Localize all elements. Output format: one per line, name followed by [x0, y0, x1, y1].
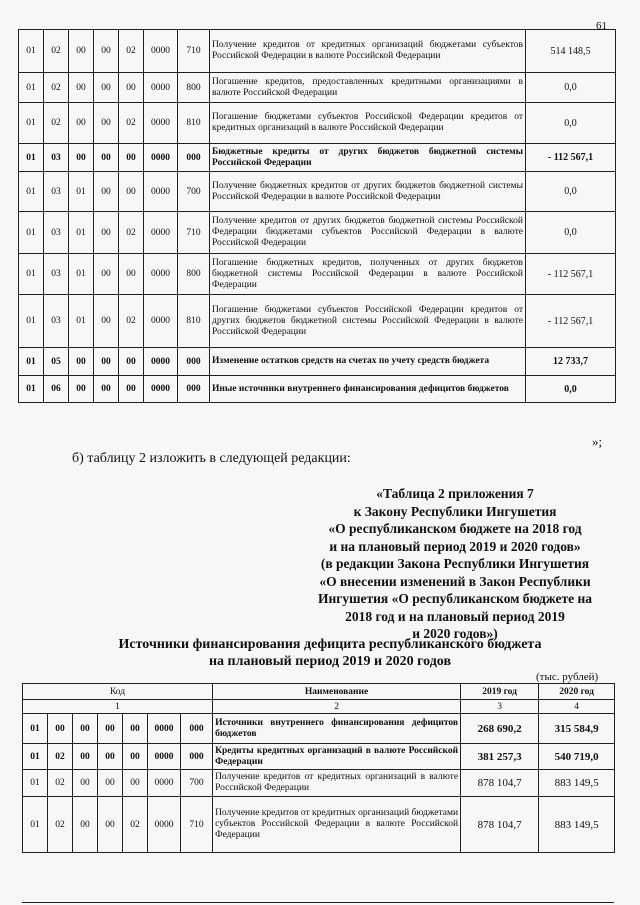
- code-cell: 00: [69, 376, 94, 403]
- code-cell: 00: [119, 144, 144, 172]
- value-cell: - 112 567,1: [526, 254, 616, 295]
- code-cell: 03: [44, 144, 69, 172]
- table-row: [19, 254, 616, 295]
- code-cell: 0000: [144, 348, 178, 376]
- code-cell: 00: [123, 770, 148, 797]
- value-2019-cell: 878 104,7: [461, 770, 539, 797]
- code-cell: 01: [69, 254, 94, 295]
- code-cell: 00: [123, 714, 148, 744]
- table-row: [23, 744, 615, 770]
- code-cell: 0000: [144, 295, 178, 348]
- name-cell: Изменение остатков средств на счетах по учету средств бюджета: [210, 348, 526, 376]
- code-cell: 810: [178, 295, 210, 348]
- code-cell: 00: [94, 144, 119, 172]
- table-row: [19, 376, 616, 403]
- code-cell: 0000: [148, 797, 181, 853]
- name-cell: Получение бюджетных кредитов от других бюджетов бюджетной системы Российской Федерации в валюте Российской Федерации: [210, 172, 526, 212]
- code-cell: 06: [44, 376, 69, 403]
- table-row: [19, 30, 616, 73]
- heading-line: «О внесении изменений в Закон Республики: [319, 573, 591, 589]
- code-cell: 01: [19, 254, 44, 295]
- heading-line: и 2020 годов»): [412, 626, 498, 641]
- name-cell: Иные источники внутреннего финансирования дефицитов бюджетов: [210, 376, 526, 403]
- code-cell: 00: [69, 103, 94, 144]
- value-2020-cell: 883 149,5: [539, 770, 615, 797]
- code-cell: 00: [119, 254, 144, 295]
- header-name: Наименование: [213, 684, 461, 700]
- code-cell: 000: [178, 144, 210, 172]
- code-cell: 00: [123, 744, 148, 770]
- code-cell: 01: [69, 295, 94, 348]
- header-row: [23, 684, 615, 700]
- code-cell: 03: [44, 172, 69, 212]
- table-title-line: Источники финансирования дефицита республиканского бюджета: [118, 637, 542, 652]
- code-cell: 000: [178, 376, 210, 403]
- name-cell: Получение кредитов от кредитных организаций бюджетами субъектов Российской Федерации в валюте Российской Федерации: [213, 797, 461, 853]
- code-cell: 0000: [148, 744, 181, 770]
- code-cell: 01: [23, 797, 48, 853]
- code-cell: 03: [44, 295, 69, 348]
- code-cell: 01: [19, 376, 44, 403]
- table-row: [19, 103, 616, 144]
- code-cell: 810: [178, 103, 210, 144]
- code-cell: 01: [19, 73, 44, 103]
- code-cell: 00: [119, 172, 144, 212]
- value-2019-cell: 381 257,3: [461, 744, 539, 770]
- value-cell: 12 733,7: [526, 348, 616, 376]
- code-cell: 00: [94, 376, 119, 403]
- amendment-paragraph: б) таблицу 2 изложить в следующей редакции:: [72, 451, 351, 466]
- code-cell: 01: [19, 30, 44, 73]
- code-cell: 02: [44, 30, 69, 73]
- code-cell: 0000: [144, 103, 178, 144]
- code-cell: 02: [119, 212, 144, 254]
- code-cell: 01: [69, 172, 94, 212]
- value-cell: 0,0: [526, 73, 616, 103]
- heading-line: и на плановый период 2019 и 2020 годов»: [329, 538, 581, 554]
- code-cell: 710: [178, 212, 210, 254]
- code-cell: 00: [73, 797, 98, 853]
- table-title: [60, 636, 600, 670]
- code-cell: 0000: [144, 254, 178, 295]
- code-cell: 01: [19, 212, 44, 254]
- name-cell: Получение кредитов от кредитных организаций бюджетами субъектов Российской Федерации в валюте Российской Федерации: [210, 30, 526, 73]
- code-cell: 00: [94, 212, 119, 254]
- code-cell: 00: [94, 348, 119, 376]
- code-cell: 00: [94, 73, 119, 103]
- code-cell: 00: [69, 348, 94, 376]
- column-number: 2: [213, 700, 461, 714]
- code-cell: 0000: [148, 714, 181, 744]
- value-cell: 0,0: [526, 103, 616, 144]
- name-cell: Получение кредитов от кредитных организаций в валюте Российской Федерации: [213, 770, 461, 797]
- code-cell: 00: [98, 797, 123, 853]
- code-cell: 0000: [144, 212, 178, 254]
- name-cell: Погашение бюджетами субъектов Российской Федерации кредитов от кредитных организаций в валюте Российской Федерации: [210, 103, 526, 144]
- heading-line: Ингушетия «О республиканском бюджете на: [317, 591, 593, 606]
- code-cell: 00: [69, 73, 94, 103]
- code-cell: 01: [19, 348, 44, 376]
- unit-label: (тыс. рублей): [536, 671, 599, 683]
- code-cell: 0000: [148, 770, 181, 797]
- code-cell: 00: [73, 744, 98, 770]
- code-cell: 02: [119, 30, 144, 73]
- heading-line: к Закону Республики Ингушетия: [353, 503, 557, 519]
- code-cell: 00: [94, 103, 119, 144]
- value-2020-cell: 883 149,5: [539, 797, 615, 853]
- page-edge-line: [22, 902, 614, 903]
- code-cell: 02: [48, 797, 73, 853]
- code-cell: 800: [178, 254, 210, 295]
- code-cell: 05: [44, 348, 69, 376]
- code-cell: 01: [23, 744, 48, 770]
- sources-table-continued: [18, 29, 616, 403]
- code-cell: 02: [44, 103, 69, 144]
- table-row: [19, 295, 616, 348]
- code-cell: 0000: [144, 172, 178, 212]
- code-cell: 00: [94, 172, 119, 212]
- code-cell: 02: [119, 103, 144, 144]
- value-2020-cell: 315 584,9: [539, 714, 615, 744]
- closing-quote: »;: [592, 434, 603, 449]
- code-cell: 00: [94, 254, 119, 295]
- code-cell: 01: [19, 144, 44, 172]
- code-cell: 00: [119, 348, 144, 376]
- value-cell: - 112 567,1: [526, 144, 616, 172]
- code-cell: 01: [23, 770, 48, 797]
- code-cell: 02: [44, 73, 69, 103]
- code-cell: 000: [178, 348, 210, 376]
- table-2-heading: [290, 485, 620, 643]
- value-cell: 0,0: [526, 212, 616, 254]
- table-row: [19, 212, 616, 254]
- code-cell: 00: [69, 30, 94, 73]
- column-number: 1: [23, 700, 213, 714]
- name-cell: Кредиты кредитных организаций в валюте Российской Федерации: [213, 744, 461, 770]
- code-cell: 00: [48, 714, 73, 744]
- code-cell: 00: [119, 73, 144, 103]
- code-cell: 0000: [144, 73, 178, 103]
- code-cell: 00: [94, 30, 119, 73]
- name-cell: Погашение бюджетных кредитов, полученных от других бюджетов бюджетной системы Российской Федерации в валюте Российской Федерации: [210, 254, 526, 295]
- value-cell: 0,0: [526, 376, 616, 403]
- heading-line: (в редакции Закона Республики Ингушетия: [320, 556, 590, 571]
- code-cell: 00: [119, 376, 144, 403]
- code-cell: 01: [19, 172, 44, 212]
- table-title-line: на плановый период 2019 и 2020 годов: [208, 654, 452, 669]
- value-cell: 514 148,5: [526, 30, 616, 73]
- header-2020: 2020 год: [539, 684, 615, 700]
- code-cell: 01: [19, 295, 44, 348]
- sources-table-2019-2020: [22, 683, 615, 853]
- value-2019-cell: 268 690,2: [461, 714, 539, 744]
- code-cell: 800: [178, 73, 210, 103]
- name-cell: Получение кредитов от других бюджетов бюджетной системы Российской Федерации бюджетами субъектов Российской Федерации в валюте Российской Федерации: [210, 212, 526, 254]
- heading-line: «О республиканском бюджете на 2018 год: [328, 521, 582, 536]
- name-cell: Источники внутреннего финансирования дефицитов бюджетов: [213, 714, 461, 744]
- code-cell: 710: [178, 30, 210, 73]
- code-cell: 02: [123, 797, 148, 853]
- code-cell: 00: [98, 714, 123, 744]
- code-cell: 02: [48, 744, 73, 770]
- table-row: [19, 144, 616, 172]
- code-cell: 00: [94, 295, 119, 348]
- table-row: [19, 73, 616, 103]
- code-cell: 700: [178, 172, 210, 212]
- table-row: [19, 172, 616, 212]
- table-row: [23, 797, 615, 853]
- value-cell: - 112 567,1: [526, 295, 616, 348]
- code-cell: 00: [98, 770, 123, 797]
- code-cell: 700: [181, 770, 213, 797]
- code-cell: 000: [181, 714, 213, 744]
- column-number: 4: [539, 700, 615, 714]
- table-row: [23, 770, 615, 797]
- table-row: [19, 348, 616, 376]
- code-cell: 02: [48, 770, 73, 797]
- heading-line: «Таблица 2 приложения 7: [376, 486, 534, 501]
- code-cell: 01: [19, 103, 44, 144]
- table-row: [23, 714, 615, 744]
- code-cell: 03: [44, 254, 69, 295]
- header-2019: 2019 год: [461, 684, 539, 700]
- column-number-row: [23, 700, 615, 714]
- value-cell: 0,0: [526, 172, 616, 212]
- code-cell: 00: [73, 714, 98, 744]
- code-cell: 01: [69, 212, 94, 254]
- code-cell: 0000: [144, 376, 178, 403]
- code-cell: 0000: [144, 144, 178, 172]
- header-code: Код: [23, 684, 213, 700]
- code-cell: 02: [119, 295, 144, 348]
- code-cell: 0000: [144, 30, 178, 73]
- name-cell: Погашение кредитов, предоставленных кредитными организациями в валюте Российской Федерации: [210, 73, 526, 103]
- code-cell: 710: [181, 797, 213, 853]
- name-cell: Погашение бюджетами субъектов Российской Федерации кредитов от других бюджетов бюджетной системы Российской Федерации в валюте Российской Федерации: [210, 295, 526, 348]
- code-cell: 01: [23, 714, 48, 744]
- code-cell: 00: [73, 770, 98, 797]
- value-2020-cell: 540 719,0: [539, 744, 615, 770]
- column-number: 3: [461, 700, 539, 714]
- code-cell: 00: [69, 144, 94, 172]
- page-number: 61: [596, 20, 607, 32]
- heading-line: 2018 год и на плановый период 2019: [345, 608, 565, 624]
- value-2019-cell: 878 104,7: [461, 797, 539, 853]
- code-cell: 03: [44, 212, 69, 254]
- code-cell: 000: [181, 744, 213, 770]
- name-cell: Бюджетные кредиты от других бюджетов бюджетной системы Российской Федерации: [210, 144, 526, 172]
- code-cell: 00: [98, 744, 123, 770]
